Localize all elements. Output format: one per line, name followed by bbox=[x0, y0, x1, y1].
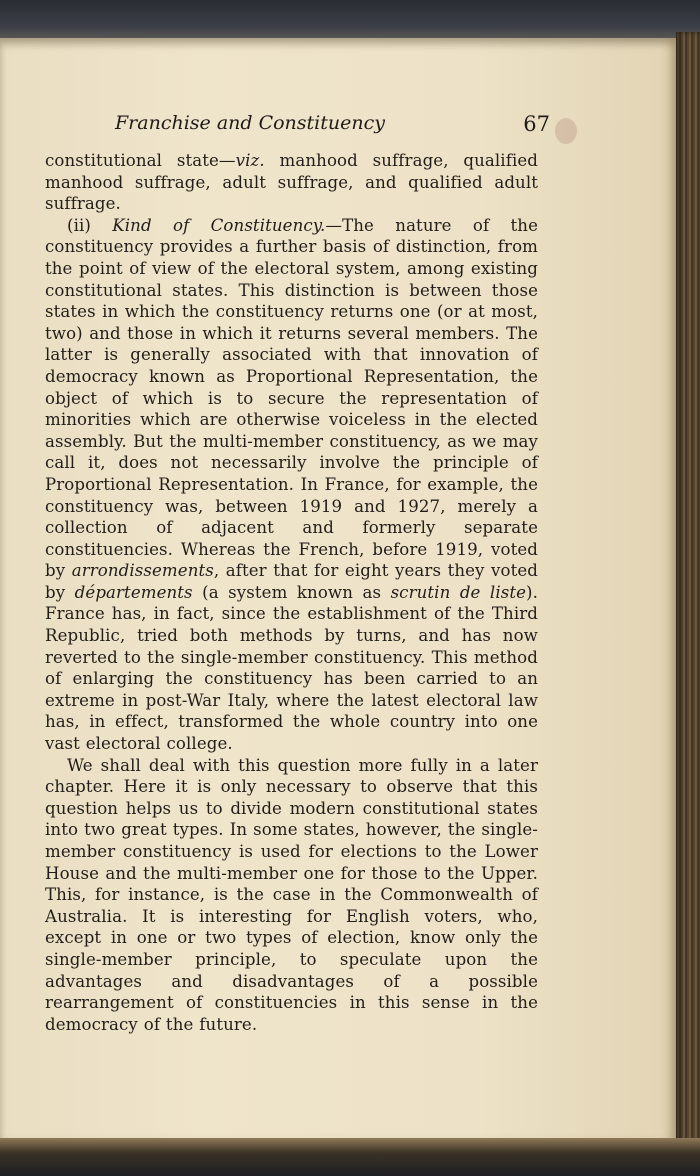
scan-background-bottom bbox=[0, 1138, 700, 1176]
text-run: constitutional state— bbox=[45, 151, 236, 170]
text-run: (ii) bbox=[67, 215, 113, 235]
paragraph-later-chapter bbox=[45, 755, 538, 1036]
italic-term: départements bbox=[74, 582, 193, 602]
text-run: manhood suffrage, qualified manhood suffrage, adult suffrage, and qualified adult suffrage. bbox=[45, 151, 538, 214]
italic-term: Kind of Constituency. bbox=[112, 215, 326, 235]
italic-term: viz. bbox=[235, 151, 265, 170]
text-run: , after that for eight years they voted by bbox=[45, 561, 539, 602]
text-run: ). France has, in fact, since the establishment of the Third Republic, tried both methods by turns, and has now reverted to the single-member constituency. This method of enlarging the constituency has been carried to an extreme in post-War Italy, where the latest electoral law has, in effect, transformed the whole country into one vast electoral college. bbox=[45, 582, 538, 754]
italic-term: scrutin de liste bbox=[390, 582, 527, 602]
italic-term: arrondissements bbox=[71, 561, 214, 581]
paragraph-kind-of-constituency bbox=[45, 215, 538, 755]
paragraph-continuation bbox=[45, 150, 538, 215]
text-run: (a system known as bbox=[192, 582, 391, 602]
text-run: We shall deal with this question more fully in a later chapter. Here it is only necessary to observe that this question helps us to divide modern constitutional states into two great types. In some states, however, the single-member constituency is used for elections to the Lower House and the multi-member one for those to the Upper. This, for instance, is the case in the Commonwealth of Australia. It is interesting for English voters, who, except in one or two types of election, know only the single-member principle, to speculate upon the advantages and disadvantages of a possible rearrangement of constituencies in this sense in the democracy of the future. bbox=[45, 755, 538, 1034]
text-run: —The nature of the constituency provides a further basis of distinction, from the point of view of the electoral system, among existing constitutional states. This distinction is between those states in which the constituency returns one (or at most, two) and those in which it returns several members. The latter is generally associated with that innovation of democracy known as Proportional Representation, the object of which is to secure the representation of minorities which are otherwise voiceless in the elected assembly. But the multi-member constituency, as we may call it, does not necessarily involve the principle of Proportional Representation. In France, for example, the constituency was, between 1919 and 1927, merely a collection of adjacent and formerly separate constituencies. Whereas the French, before 1919, voted by bbox=[45, 215, 538, 581]
running-title: Franchise and Constituency bbox=[115, 112, 385, 134]
book-page-edges bbox=[676, 32, 700, 1144]
body-text bbox=[45, 150, 538, 1035]
paper-stain bbox=[555, 118, 577, 144]
running-head bbox=[40, 108, 550, 144]
page-number: 67 bbox=[523, 112, 550, 136]
